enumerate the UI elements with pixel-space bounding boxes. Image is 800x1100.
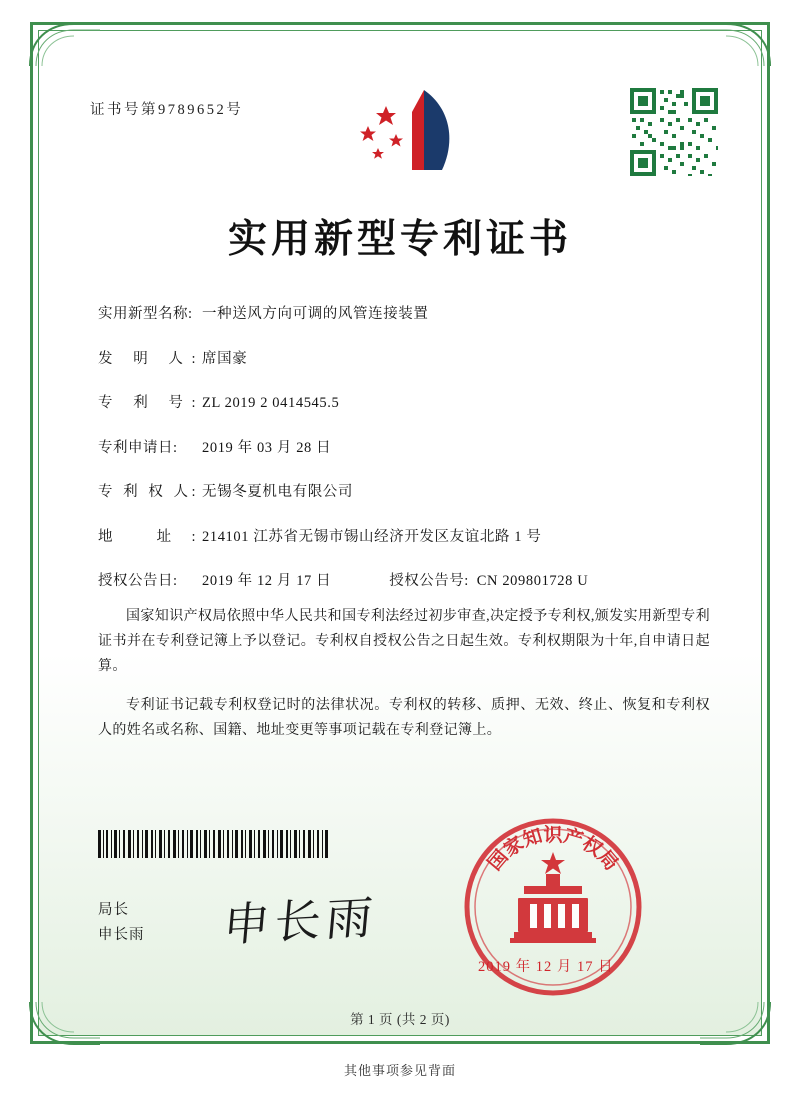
field-label: 专利申请日: (98, 439, 178, 456)
field-label: 授权公告日: (98, 573, 178, 589)
paragraph: 专利证书记载专利权登记时的法律状况。专利权的转移、质押、无效、终止、恢复和专利权人的姓名或名称、国籍、地址变更等事项记载在专利登记簿上。 (98, 698, 710, 738)
field-row-inventor (98, 347, 708, 368)
certificate-number: 证书号第9789652号 (90, 102, 244, 118)
field-label: 实用新型名称: (98, 306, 193, 322)
field-label: 发 明 人: (98, 350, 196, 367)
field-row-application-date (98, 436, 708, 457)
field-row-patentee (98, 480, 708, 501)
page-title: 实用新型专利证书 (227, 216, 572, 262)
field-value: 一种送风方向可调的风管连接装置 (202, 306, 429, 322)
field-value: 席国豪 (202, 350, 248, 367)
field-value: 2019 年 03 月 28 日 (202, 439, 332, 456)
barcode (98, 830, 328, 858)
field-value: ZL 2019 2 0414545.5 (202, 395, 340, 411)
certificate-fields (98, 302, 708, 614)
footnote: 其他事项参见背面 (343, 1063, 456, 1078)
signature-labels (98, 898, 145, 948)
field-label: 专 利 权 人: (98, 484, 196, 500)
cnipa-logo-icon (338, 78, 478, 188)
director-name-label: 申长雨 (98, 927, 145, 943)
field-row-utility-model-name (98, 302, 708, 323)
field-row-patent-number (98, 391, 708, 412)
field-value: 2019 年 12 月 17 日 (202, 573, 332, 589)
field-row-address (98, 525, 708, 546)
field-row-grant-announcement (98, 569, 708, 590)
field-label-secondary: 授权公告号: (389, 573, 469, 589)
seal-date: 2019 年 12 月 17 日 (478, 959, 614, 975)
field-value-secondary: CN 209801728 U (476, 573, 589, 589)
page-number: 第 1 页 (共 2 页) (350, 1012, 450, 1027)
field-label: 专 利 号: (98, 395, 196, 411)
paragraph: 国家知识产权局依照中华人民共和国专利法经过初步审查,决定授予专利权,颁发实用新型专利证书并在专利登记簿上予以登记。专利权自授权公告之日起生效。专利权期限为十年,自申请日起算。 (98, 609, 710, 674)
handwritten-signature: 申长雨 (220, 890, 380, 952)
svg-text:国家知识产权局: 国家知识产权局 (483, 824, 623, 875)
field-value: 214101 江苏省无锡市锡山经济开发区友谊北路 1 号 (202, 528, 542, 545)
field-label: 地 址: (98, 528, 196, 545)
legal-text (98, 590, 710, 745)
qr-code-icon (628, 86, 720, 178)
field-value: 无锡冬夏机电有限公司 (202, 484, 353, 500)
director-title-label: 局长 (98, 902, 129, 918)
certificate-content (38, 30, 762, 1036)
